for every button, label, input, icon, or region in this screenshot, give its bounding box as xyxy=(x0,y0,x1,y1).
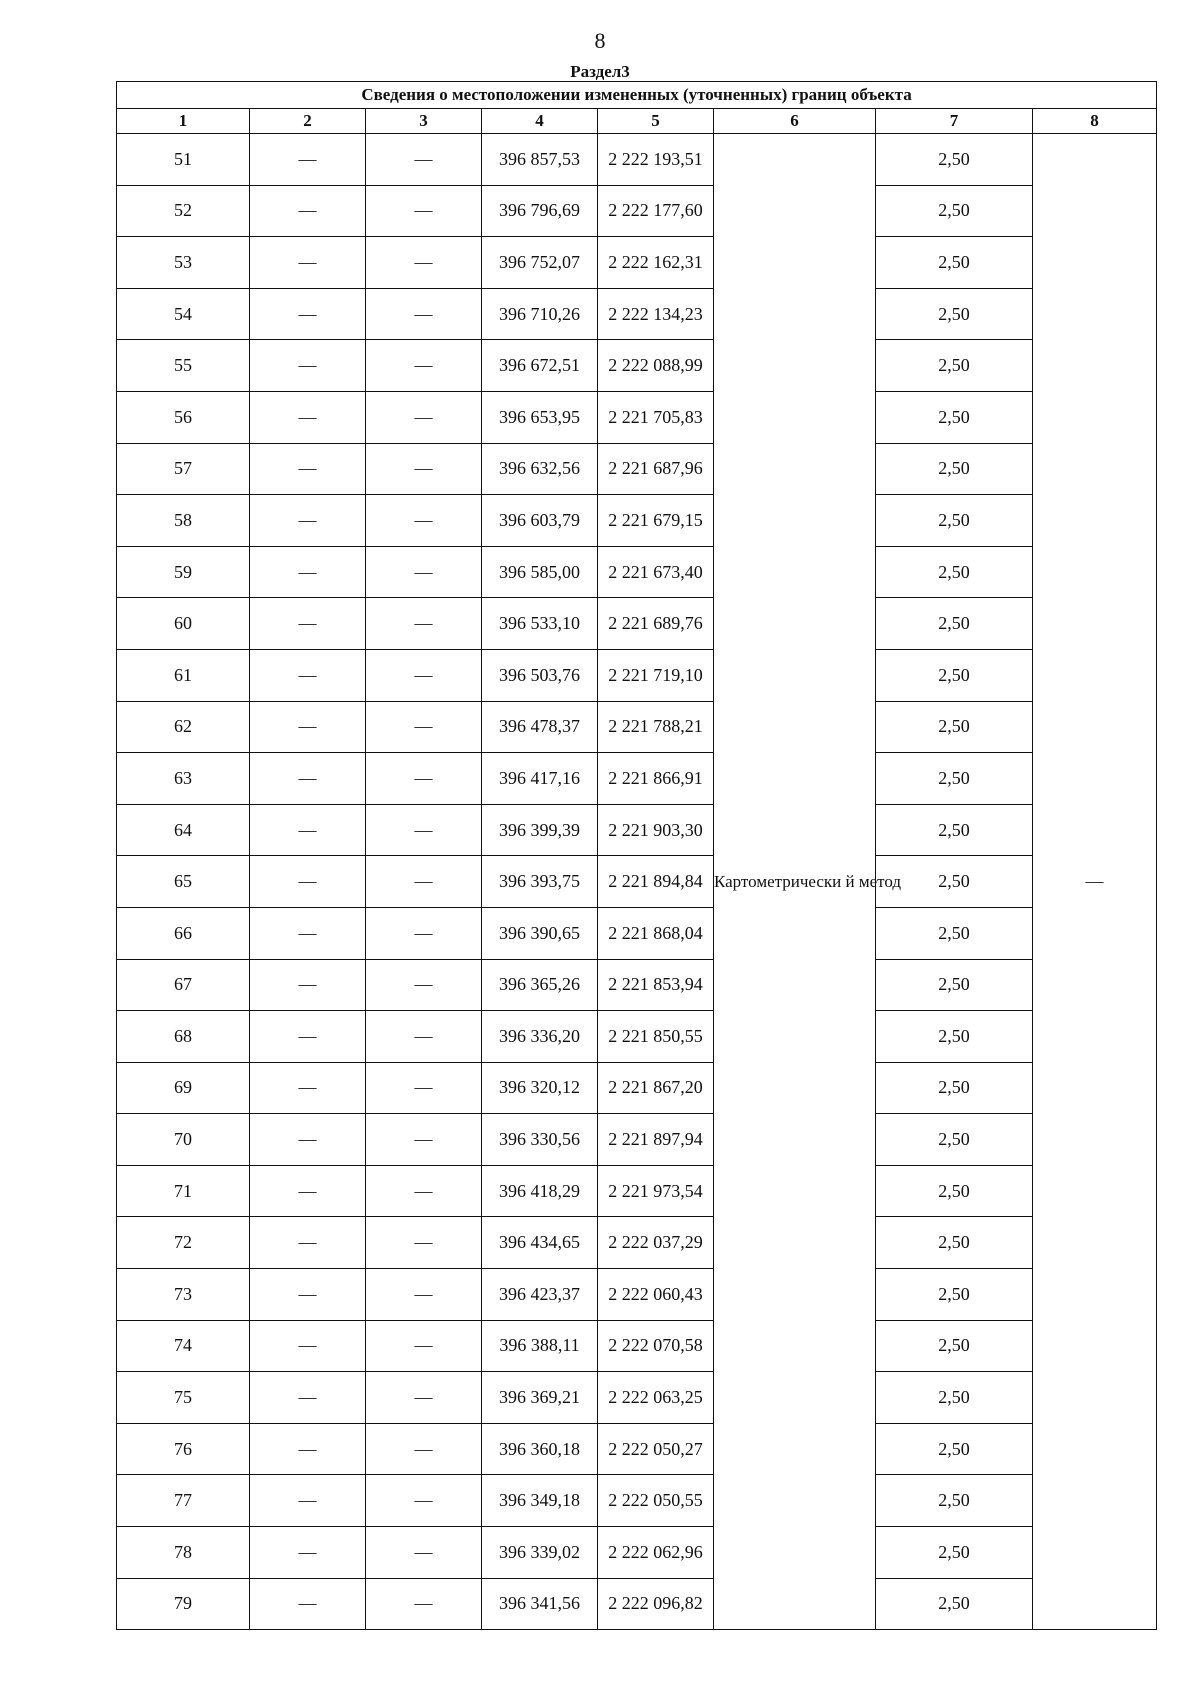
table-row xyxy=(117,907,1157,959)
column-3-cell: — xyxy=(366,1062,482,1114)
coordinate-y-cell: 2 222 062,96 xyxy=(598,1527,714,1579)
table-row xyxy=(117,340,1157,392)
column-2-cell: — xyxy=(250,288,366,340)
point-number-cell: 68 xyxy=(117,1011,250,1063)
table-row xyxy=(117,1062,1157,1114)
column-3-cell: — xyxy=(366,1372,482,1424)
coordinate-x-cell: 396 417,16 xyxy=(482,753,598,805)
column-3-cell: — xyxy=(366,1475,482,1527)
point-number-cell: 70 xyxy=(117,1114,250,1166)
point-number-cell: 62 xyxy=(117,701,250,753)
column-3-cell: — xyxy=(366,546,482,598)
column-3-cell: — xyxy=(366,1217,482,1269)
column-3-cell: — xyxy=(366,907,482,959)
coordinate-y-cell: 2 222 070,58 xyxy=(598,1320,714,1372)
accuracy-cell: 2,50 xyxy=(876,753,1033,805)
column-2-cell: — xyxy=(250,1578,366,1630)
accuracy-cell: 2,50 xyxy=(876,856,1033,908)
accuracy-cell: 2,50 xyxy=(876,1372,1033,1424)
table-row xyxy=(117,598,1157,650)
column-2-cell: — xyxy=(250,1165,366,1217)
column-2-cell: — xyxy=(250,1423,366,1475)
column-2-cell: — xyxy=(250,1217,366,1269)
coordinate-y-cell: 2 221 868,04 xyxy=(598,907,714,959)
coordinate-y-cell: 2 222 063,25 xyxy=(598,1372,714,1424)
accuracy-cell: 2,50 xyxy=(876,391,1033,443)
point-number-cell: 60 xyxy=(117,598,250,650)
column-3-cell: — xyxy=(366,598,482,650)
accuracy-cell: 2,50 xyxy=(876,1578,1033,1630)
column-8-cell: — xyxy=(1033,134,1157,1630)
point-number-cell: 58 xyxy=(117,495,250,547)
accuracy-cell: 2,50 xyxy=(876,907,1033,959)
table-row xyxy=(117,856,1157,908)
table-row xyxy=(117,546,1157,598)
coordinate-y-cell: 2 221 867,20 xyxy=(598,1062,714,1114)
accuracy-cell: 2,50 xyxy=(876,1114,1033,1166)
accuracy-cell: 2,50 xyxy=(876,1320,1033,1372)
coordinate-y-cell: 2 222 134,23 xyxy=(598,288,714,340)
coordinate-y-cell: 2 221 973,54 xyxy=(598,1165,714,1217)
table-row xyxy=(117,185,1157,237)
coordinate-x-cell: 396 672,51 xyxy=(482,340,598,392)
accuracy-cell: 2,50 xyxy=(876,1423,1033,1475)
coordinate-x-cell: 396 434,65 xyxy=(482,1217,598,1269)
accuracy-cell: 2,50 xyxy=(876,959,1033,1011)
point-number-cell: 71 xyxy=(117,1165,250,1217)
column-2-cell: — xyxy=(250,1062,366,1114)
column-3-cell: — xyxy=(366,1527,482,1579)
point-number-cell: 52 xyxy=(117,185,250,237)
table-caption: Сведения о местоположении измененных (уточненных) границ объекта xyxy=(117,82,1157,109)
point-number-cell: 51 xyxy=(117,134,250,186)
coordinate-y-cell: 2 222 193,51 xyxy=(598,134,714,186)
column-2-cell: — xyxy=(250,907,366,959)
column-3-cell: — xyxy=(366,237,482,289)
accuracy-cell: 2,50 xyxy=(876,804,1033,856)
coordinate-x-cell: 396 603,79 xyxy=(482,495,598,547)
accuracy-cell: 2,50 xyxy=(876,1062,1033,1114)
section-title: Раздел3 xyxy=(570,62,630,81)
boundary-table xyxy=(116,81,1157,1630)
coordinate-x-cell: 396 336,20 xyxy=(482,1011,598,1063)
column-header-4: 4 xyxy=(482,109,598,134)
coordinate-x-cell: 396 393,75 xyxy=(482,856,598,908)
coordinate-x-cell: 396 533,10 xyxy=(482,598,598,650)
column-header-5: 5 xyxy=(598,109,714,134)
table-row xyxy=(117,1423,1157,1475)
coordinate-y-cell: 2 221 903,30 xyxy=(598,804,714,856)
table-row xyxy=(117,237,1157,289)
column-3-cell: — xyxy=(366,1114,482,1166)
column-2-cell: — xyxy=(250,134,366,186)
table-body xyxy=(117,134,1157,1630)
column-2-cell: — xyxy=(250,1527,366,1579)
column-2-cell: — xyxy=(250,804,366,856)
accuracy-cell: 2,50 xyxy=(876,598,1033,650)
coordinate-y-cell: 2 221 850,55 xyxy=(598,1011,714,1063)
point-number-cell: 76 xyxy=(117,1423,250,1475)
column-2-cell: — xyxy=(250,753,366,805)
coordinate-y-cell: 2 221 853,94 xyxy=(598,959,714,1011)
column-2-cell: — xyxy=(250,546,366,598)
coordinate-y-cell: 2 221 673,40 xyxy=(598,546,714,598)
point-number-cell: 79 xyxy=(117,1578,250,1630)
coordinate-x-cell: 396 710,26 xyxy=(482,288,598,340)
coordinate-x-cell: 396 653,95 xyxy=(482,391,598,443)
table-row xyxy=(117,1011,1157,1063)
column-2-cell: — xyxy=(250,1320,366,1372)
accuracy-cell: 2,50 xyxy=(876,1165,1033,1217)
point-number-cell: 75 xyxy=(117,1372,250,1424)
method-cell: Картометрически й метод xyxy=(714,134,876,1630)
column-header-6: 6 xyxy=(714,109,876,134)
coordinate-y-cell: 2 221 897,94 xyxy=(598,1114,714,1166)
column-2-cell: — xyxy=(250,1114,366,1166)
point-number-cell: 54 xyxy=(117,288,250,340)
accuracy-cell: 2,50 xyxy=(876,288,1033,340)
coordinate-x-cell: 396 857,53 xyxy=(482,134,598,186)
accuracy-cell: 2,50 xyxy=(876,134,1033,186)
column-2-cell: — xyxy=(250,649,366,701)
point-number-cell: 57 xyxy=(117,443,250,495)
table-row xyxy=(117,1114,1157,1166)
point-number-cell: 69 xyxy=(117,1062,250,1114)
point-number-cell: 63 xyxy=(117,753,250,805)
column-header-2: 2 xyxy=(250,109,366,134)
coordinate-x-cell: 396 632,56 xyxy=(482,443,598,495)
coordinate-y-cell: 2 222 037,29 xyxy=(598,1217,714,1269)
coordinate-x-cell: 396 399,39 xyxy=(482,804,598,856)
accuracy-cell: 2,50 xyxy=(876,185,1033,237)
point-number-cell: 73 xyxy=(117,1269,250,1321)
column-2-cell: — xyxy=(250,959,366,1011)
table-row xyxy=(117,495,1157,547)
coordinate-y-cell: 2 222 050,27 xyxy=(598,1423,714,1475)
accuracy-cell: 2,50 xyxy=(876,443,1033,495)
coordinate-x-cell: 396 503,76 xyxy=(482,649,598,701)
table-row xyxy=(117,753,1157,805)
table-row xyxy=(117,1372,1157,1424)
column-3-cell: — xyxy=(366,134,482,186)
column-3-cell: — xyxy=(366,1320,482,1372)
table-row xyxy=(117,391,1157,443)
accuracy-cell: 2,50 xyxy=(876,1217,1033,1269)
column-header-1: 1 xyxy=(117,109,250,134)
coordinate-x-cell: 396 341,56 xyxy=(482,1578,598,1630)
table-row xyxy=(117,804,1157,856)
point-number-cell: 61 xyxy=(117,649,250,701)
column-2-cell: — xyxy=(250,1372,366,1424)
coordinate-x-cell: 396 369,21 xyxy=(482,1372,598,1424)
column-2-cell: — xyxy=(250,598,366,650)
coordinate-x-cell: 396 365,26 xyxy=(482,959,598,1011)
column-3-cell: — xyxy=(366,1269,482,1321)
column-3-cell: — xyxy=(366,443,482,495)
point-number-cell: 77 xyxy=(117,1475,250,1527)
point-number-cell: 56 xyxy=(117,391,250,443)
column-2-cell: — xyxy=(250,1475,366,1527)
coordinate-y-cell: 2 221 705,83 xyxy=(598,391,714,443)
column-2-cell: — xyxy=(250,1011,366,1063)
coordinate-x-cell: 396 796,69 xyxy=(482,185,598,237)
coordinate-x-cell: 396 330,56 xyxy=(482,1114,598,1166)
column-3-cell: — xyxy=(366,1578,482,1630)
column-2-cell: — xyxy=(250,495,366,547)
coordinate-x-cell: 396 360,18 xyxy=(482,1423,598,1475)
coordinate-y-cell: 2 221 679,15 xyxy=(598,495,714,547)
coordinate-y-cell: 2 221 788,21 xyxy=(598,701,714,753)
coordinate-x-cell: 396 752,07 xyxy=(482,237,598,289)
coordinate-y-cell: 2 222 060,43 xyxy=(598,1269,714,1321)
point-number-cell: 64 xyxy=(117,804,250,856)
coordinate-y-cell: 2 222 177,60 xyxy=(598,185,714,237)
table-row xyxy=(117,1320,1157,1372)
coordinate-y-cell: 2 222 096,82 xyxy=(598,1578,714,1630)
point-number-cell: 55 xyxy=(117,340,250,392)
coordinate-x-cell: 396 423,37 xyxy=(482,1269,598,1321)
coordinate-y-cell: 2 221 689,76 xyxy=(598,598,714,650)
column-2-cell: — xyxy=(250,237,366,289)
column-3-cell: — xyxy=(366,649,482,701)
accuracy-cell: 2,50 xyxy=(876,1527,1033,1579)
coordinate-x-cell: 396 418,29 xyxy=(482,1165,598,1217)
coordinate-x-cell: 396 388,11 xyxy=(482,1320,598,1372)
column-3-cell: — xyxy=(366,804,482,856)
column-header-3: 3 xyxy=(366,109,482,134)
accuracy-cell: 2,50 xyxy=(876,237,1033,289)
page-number: 8 xyxy=(594,28,606,53)
coordinate-y-cell: 2 221 866,91 xyxy=(598,753,714,805)
point-number-cell: 66 xyxy=(117,907,250,959)
coordinate-y-cell: 2 222 088,99 xyxy=(598,340,714,392)
column-header-8: 8 xyxy=(1033,109,1157,134)
coordinate-x-cell: 396 390,65 xyxy=(482,907,598,959)
coordinate-y-cell: 2 222 050,55 xyxy=(598,1475,714,1527)
column-header-7: 7 xyxy=(876,109,1033,134)
column-3-cell: — xyxy=(366,701,482,753)
table-row xyxy=(117,1269,1157,1321)
column-3-cell: — xyxy=(366,1423,482,1475)
table-row xyxy=(117,701,1157,753)
coordinate-x-cell: 396 320,12 xyxy=(482,1062,598,1114)
coordinate-x-cell: 396 585,00 xyxy=(482,546,598,598)
column-3-cell: — xyxy=(366,288,482,340)
table-row xyxy=(117,1165,1157,1217)
table-row xyxy=(117,1217,1157,1269)
column-2-cell: — xyxy=(250,701,366,753)
table-row xyxy=(117,1578,1157,1630)
column-2-cell: — xyxy=(250,391,366,443)
coordinate-y-cell: 2 221 894,84 xyxy=(598,856,714,908)
column-3-cell: — xyxy=(366,340,482,392)
column-3-cell: — xyxy=(366,495,482,547)
column-3-cell: — xyxy=(366,959,482,1011)
accuracy-cell: 2,50 xyxy=(876,1269,1033,1321)
table-row xyxy=(117,1527,1157,1579)
table-row xyxy=(117,134,1157,186)
column-3-cell: — xyxy=(366,1011,482,1063)
column-3-cell: — xyxy=(366,856,482,908)
column-3-cell: — xyxy=(366,185,482,237)
table-row xyxy=(117,649,1157,701)
accuracy-cell: 2,50 xyxy=(876,1475,1033,1527)
column-3-cell: — xyxy=(366,1165,482,1217)
coordinate-y-cell: 2 221 687,96 xyxy=(598,443,714,495)
table-row xyxy=(117,1475,1157,1527)
coordinate-x-cell: 396 478,37 xyxy=(482,701,598,753)
accuracy-cell: 2,50 xyxy=(876,1011,1033,1063)
accuracy-cell: 2,50 xyxy=(876,340,1033,392)
coordinate-x-cell: 396 339,02 xyxy=(482,1527,598,1579)
point-number-cell: 72 xyxy=(117,1217,250,1269)
point-number-cell: 74 xyxy=(117,1320,250,1372)
column-2-cell: — xyxy=(250,856,366,908)
point-number-cell: 53 xyxy=(117,237,250,289)
coordinate-x-cell: 396 349,18 xyxy=(482,1475,598,1527)
accuracy-cell: 2,50 xyxy=(876,649,1033,701)
point-number-cell: 78 xyxy=(117,1527,250,1579)
table-row xyxy=(117,959,1157,1011)
point-number-cell: 67 xyxy=(117,959,250,1011)
column-2-cell: — xyxy=(250,1269,366,1321)
table-row xyxy=(117,288,1157,340)
column-3-cell: — xyxy=(366,753,482,805)
accuracy-cell: 2,50 xyxy=(876,701,1033,753)
coordinate-y-cell: 2 221 719,10 xyxy=(598,649,714,701)
column-2-cell: — xyxy=(250,340,366,392)
table-row xyxy=(117,443,1157,495)
column-3-cell: — xyxy=(366,391,482,443)
accuracy-cell: 2,50 xyxy=(876,546,1033,598)
coordinate-y-cell: 2 222 162,31 xyxy=(598,237,714,289)
column-2-cell: — xyxy=(250,443,366,495)
point-number-cell: 65 xyxy=(117,856,250,908)
column-header-row xyxy=(117,109,1157,134)
accuracy-cell: 2,50 xyxy=(876,495,1033,547)
point-number-cell: 59 xyxy=(117,546,250,598)
column-2-cell: — xyxy=(250,185,366,237)
